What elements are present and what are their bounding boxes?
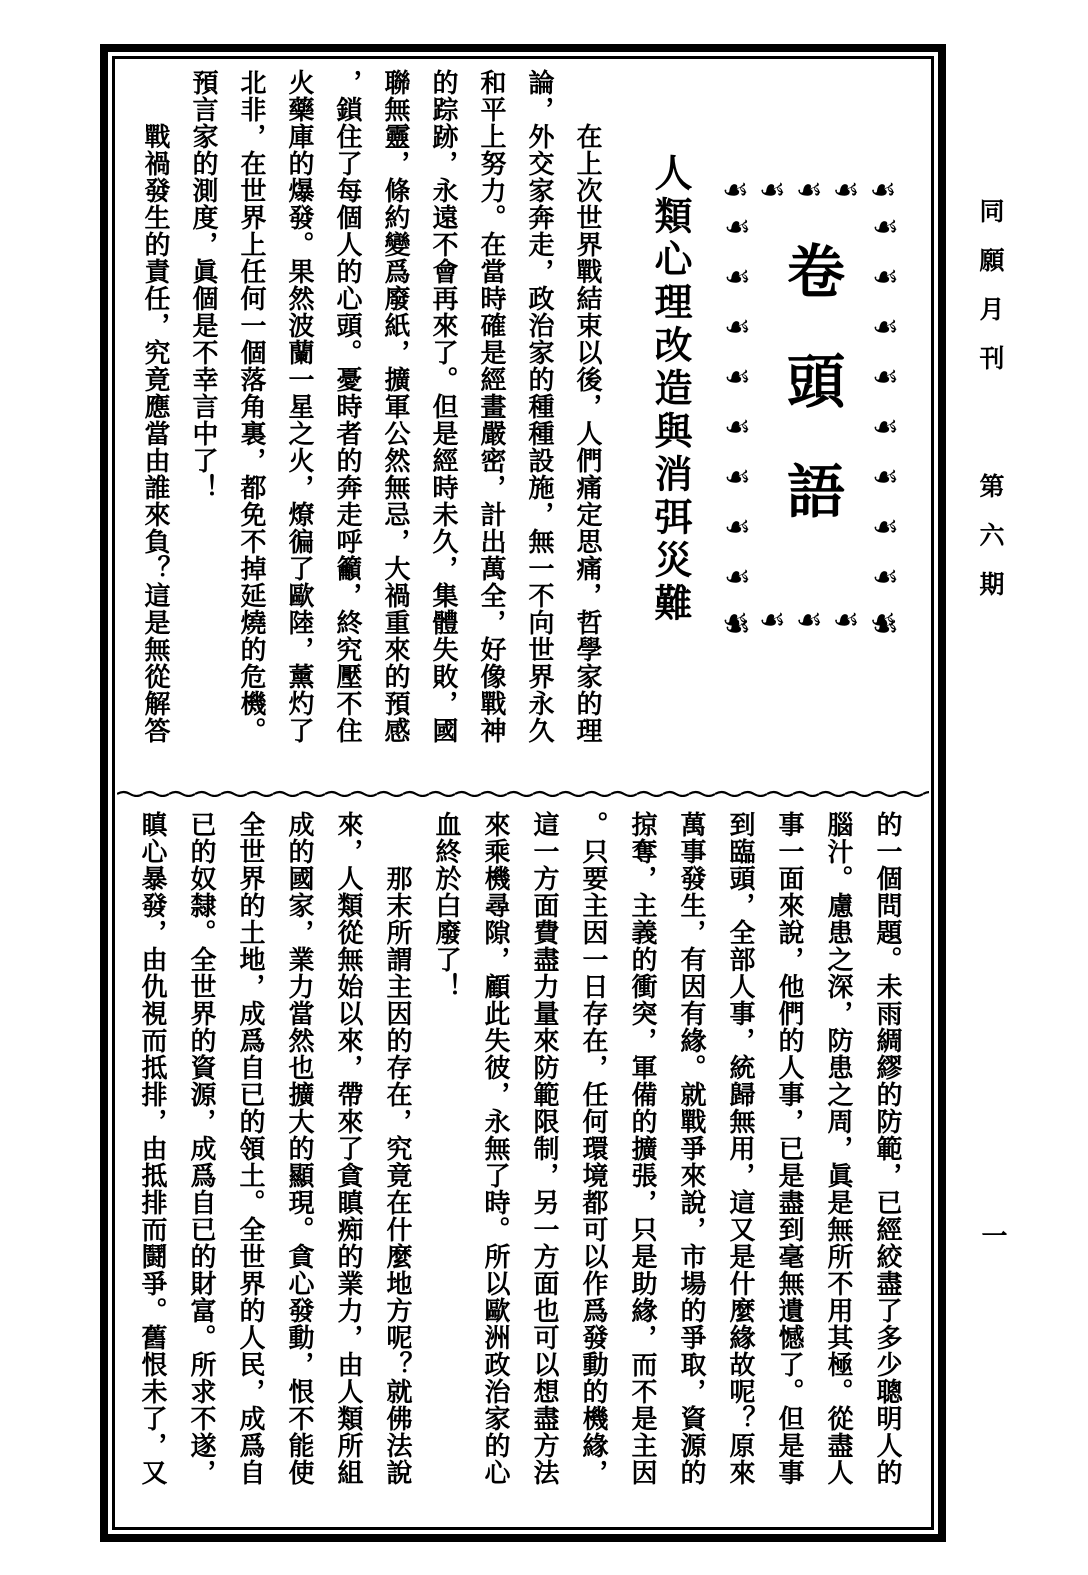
text-column: 血終於白廢了！ — [431, 811, 461, 1000]
text-column: ，鎖住了每個人的心頭。憂時者的奔走呼籲，終究壓不住 — [332, 69, 362, 744]
page-frame — [100, 44, 946, 1542]
text-column: 掠奪，主義的衝突，軍備的擴張，只是助緣，而不是主因 — [627, 811, 657, 1486]
text-column: 來，人類從無始以來，帶來了貪瞋痴的業力，由人類所組 — [333, 811, 363, 1486]
top-text-section — [119, 69, 611, 785]
text-column: 全世界的土地，成爲自已的領土。全世界的人民，成爲自 — [235, 811, 265, 1486]
text-column: 成的國家，業力當然也擴大的顯現。貪心發動，恨不能使 — [284, 811, 314, 1486]
text-column: 論，外交家奔走，政治家的種種設施，無一不向世界永久 — [524, 69, 554, 744]
frame-inner-border — [112, 56, 934, 1530]
section-divider — [117, 789, 929, 797]
text-column: 那末所謂主因的存在，究竟在什麼地方呢？就佛法說 — [382, 811, 412, 1486]
journal-issue: 第六期 — [976, 473, 1005, 620]
text-column: 北非，在世界上任何一個落角裏，都免不掉延燒的危機。 — [236, 69, 266, 744]
text-column: 這一方面費盡力量來防範限制，另一方面也可以想盡方法 — [529, 811, 559, 1486]
text-column: 在上次世界戰結束以後，人們痛定思痛，哲學家的理 — [572, 69, 602, 744]
text-column: 腦汁。慮患之深，防患之周，眞是無所不用其極。從盡人 — [823, 811, 853, 1486]
journal-name: 同願月刊 — [976, 198, 1005, 394]
article-title: 人類心理改造與消弭災難 — [648, 153, 692, 626]
text-column: 萬事發生，有因有緣。就戰爭來說，市場的爭取，資源的 — [676, 811, 706, 1486]
text-column: 聯無靈，條約變爲廢紙，擴軍公然無忌，大禍重來的預感 — [380, 69, 410, 744]
text-column: 預言家的測度，眞個是不幸言中了！ — [188, 69, 218, 501]
text-column: 事一面來說，他們的人事，已是盡到毫無遺憾了。但是事 — [774, 811, 804, 1486]
text-column: 瞋心暴發，由仇視而抵排，由抵排而鬪爭。舊恨未了，又 — [137, 811, 167, 1486]
text-column: 和平上努力。在當時確是經畫嚴密，計出萬全，好像戰神 — [476, 69, 506, 744]
masthead-title: 卷頭語 — [777, 241, 845, 571]
text-column: 已的奴隸。全世界的資源，成爲自已的財富。所求不遂， — [186, 811, 216, 1486]
ornament-border-right-icon: ☙☙☙☙☙☙☙☙☙ — [868, 210, 903, 660]
text-column: 戰禍發生的責任，究竟應當由誰來負？這是無從解答 — [140, 69, 170, 744]
ornament-border-left-icon: ☙☙☙☙☙☙☙☙☙ — [720, 210, 755, 660]
journal-header — [972, 198, 1008, 618]
masthead-box — [720, 173, 907, 660]
text-column: 的踪跡，永遠不會再來了。但是經時未久，集體失敗，國 — [428, 69, 458, 744]
ornament-border-top-icon: ☙☙☙☙☙ — [722, 173, 907, 208]
text-column: 火藥庫的爆發。果然波蘭一星之火，燎徧了歐陸，薰灼了 — [284, 69, 314, 744]
ornament-border-bottom-icon: ☙☙☙☙☙ — [722, 603, 907, 638]
bottom-text-section — [119, 811, 911, 1527]
text-column: 來乘機尋隙，顧此失彼，永無了時。所以歐洲政治家的心 — [480, 811, 510, 1486]
text-column: 到臨頭，全部人事，統歸無用，這又是什麼緣故呢？原來 — [725, 811, 755, 1486]
text-column: 的一個問題。未雨綢繆的防範，已經絞盡了多少聰明人的 — [872, 811, 902, 1486]
text-column: 。只要主因一日存在，任何環境都可以作爲發動的機緣， — [578, 811, 608, 1486]
page-number: 一 — [977, 1222, 1007, 1248]
